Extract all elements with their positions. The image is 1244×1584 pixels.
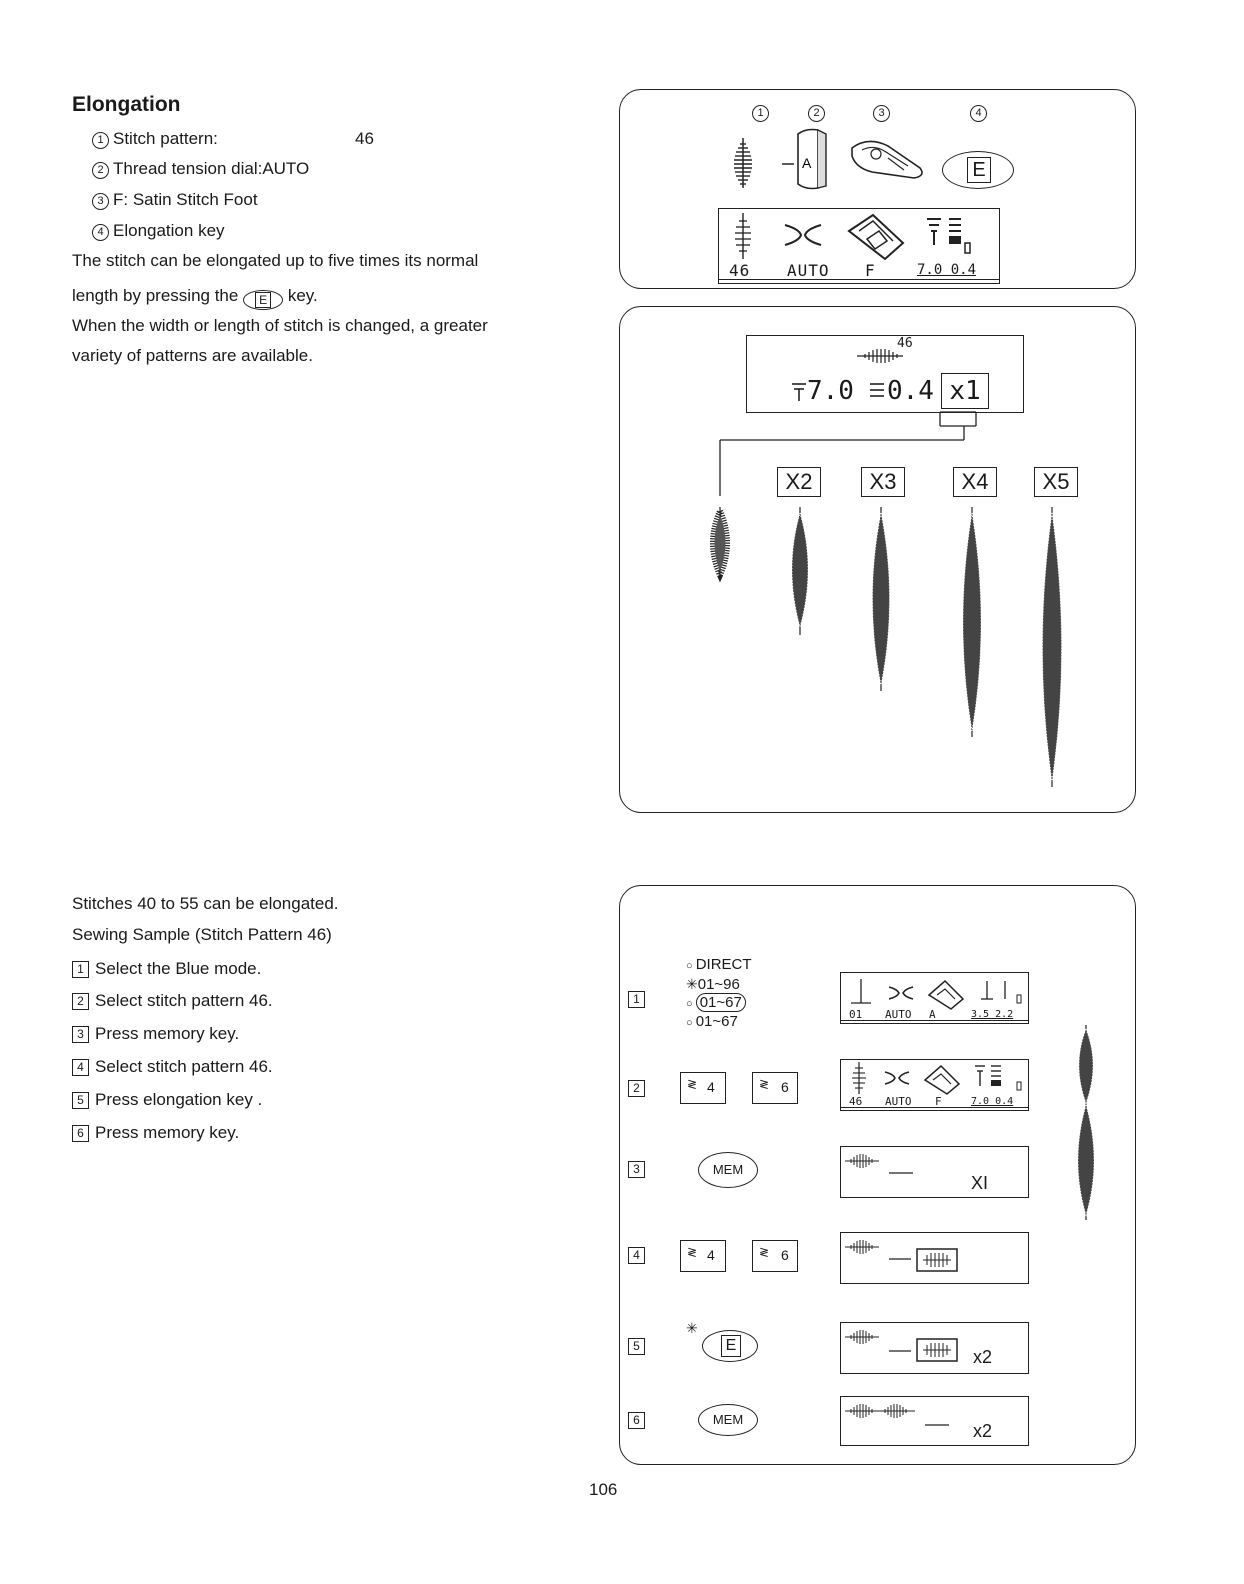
label-x3: X3	[861, 467, 905, 497]
paragraph-1b: length by pressing the E key.	[72, 285, 318, 310]
lcd-multiplier: x2	[973, 1347, 993, 1367]
lcd-foot-icon	[845, 213, 907, 261]
paragraph-2a: When the width or length of stitch is changed, a greater	[72, 316, 488, 335]
lcd-multiplier: x2	[973, 1421, 993, 1441]
label-x2: X2	[777, 467, 821, 497]
lcd-width-value: 7.0	[807, 376, 854, 406]
lcd-row-6	[840, 1396, 1029, 1446]
step-6: 6 Press memory key.	[72, 1122, 239, 1143]
section-title: Elongation	[72, 93, 181, 116]
lcd-stitch-small-icon	[845, 1151, 915, 1175]
stitch-sample-x1	[713, 507, 727, 579]
step-4: 4 Select stitch pattern 46.	[72, 1056, 273, 1077]
lcd-width-length-icon	[925, 215, 971, 255]
lcd-pattern-superscript: 46	[897, 336, 913, 351]
stitch-sample-x5	[1043, 507, 1062, 787]
lcd-row-2: 46 AUTO F 7.0 0.4	[840, 1059, 1029, 1111]
mode-selector	[686, 956, 752, 1032]
mode-01-67[interactable]: ○ 01~67	[686, 1013, 738, 1030]
page-number: 106	[589, 1480, 618, 1499]
zigzag-key-icon: ≷	[759, 1245, 770, 1259]
row-num-6: 6	[628, 1412, 651, 1430]
item-thread-tension: 2 Thread tension dial:AUTO	[92, 158, 309, 179]
item-stitch-pattern: 1 Stitch pattern:	[92, 128, 218, 149]
item-stitch-pattern-value: 46	[355, 129, 374, 148]
lcd-row-1: 01 AUTO A 3.5 2.2	[840, 972, 1029, 1024]
paragraph-2b: variety of patterns are available.	[72, 346, 313, 365]
lcd-multiplier: XI	[971, 1173, 989, 1193]
mode-direct[interactable]: ○ DIRECT	[686, 956, 752, 973]
item-foot: 3 F: Satin Stitch Foot	[92, 189, 258, 210]
label-x4: X4	[953, 467, 997, 497]
row-num-1: 1	[628, 991, 651, 1009]
elongation-key-button[interactable]: E	[702, 1330, 758, 1362]
row-num-3: 3	[628, 1161, 651, 1179]
step-3: 3 Press memory key.	[72, 1023, 239, 1044]
lcd-row-5	[840, 1322, 1029, 1374]
paragraph-1a: The stitch can be elongated up to five times its normal	[72, 251, 479, 270]
memory-key-button[interactable]: MEM	[698, 1404, 758, 1436]
lcd-tension-value: AUTO	[787, 261, 830, 280]
elongation-key-icon: E	[243, 290, 283, 310]
sample-heading-2: Sewing Sample (Stitch Pattern 46)	[72, 925, 332, 944]
row-num-5: 5	[628, 1338, 651, 1356]
step-2: 2 Select stitch pattern 46.	[72, 990, 273, 1011]
stitch-key-6[interactable]: ≷ 6	[752, 1072, 798, 1104]
step-1: 1 Select the Blue mode.	[72, 958, 261, 979]
marker-1: 1	[752, 104, 773, 122]
memory-key-button[interactable]: MEM	[698, 1152, 758, 1188]
row-num-4: 4	[628, 1247, 651, 1265]
lcd-row-4	[840, 1232, 1029, 1284]
lcd-settings: 7.0 0.4	[917, 262, 977, 278]
length-icon	[869, 382, 885, 402]
lcd-stitch-icon	[733, 213, 753, 259]
stitch-sample-x2	[792, 507, 808, 635]
lcd-length-value: 0.4	[887, 376, 934, 406]
lcd-foot-letter: F	[865, 261, 875, 280]
blinking-indicator-icon: ✳	[686, 1320, 698, 1336]
svg-text:A: A	[802, 155, 812, 171]
lcd-multiplier: x1	[941, 373, 989, 409]
marker-4: 4	[970, 104, 991, 122]
zigzag-key-icon: ≷	[759, 1077, 768, 1091]
item-elongation-key: 4 Elongation key	[92, 220, 225, 241]
lcd-tension-icon	[783, 221, 823, 249]
mode-01-96[interactable]: ✳01~96	[686, 976, 740, 993]
elongated-stitch-samples	[700, 505, 1100, 790]
stitch-key-6[interactable]: ≷ 6	[752, 1240, 798, 1272]
zigzag-key-icon: ≷	[687, 1077, 696, 1091]
satin-stitch-foot-icon	[848, 134, 926, 186]
lcd-elongation-display	[746, 335, 1024, 413]
blinking-indicator-icon: ✳	[686, 976, 698, 992]
tension-dial-icon	[782, 128, 832, 192]
stitch-key-4[interactable]: ≷ 4	[680, 1072, 726, 1104]
width-icon	[791, 382, 807, 402]
row-num-2: 2	[628, 1080, 651, 1098]
zigzag-key-icon: ≷	[687, 1245, 698, 1259]
step-5: 5 Press elongation key .	[72, 1089, 262, 1110]
sample-heading-1: Stitches 40 to 55 can be elongated.	[72, 894, 339, 913]
marker-2: 2	[808, 104, 829, 122]
label-x5: X5	[1034, 467, 1078, 497]
stitch-sample-x3	[873, 507, 890, 691]
sewn-sample-result	[1066, 1025, 1106, 1220]
stitch-pattern-icon	[732, 138, 754, 188]
lcd-display-overview	[718, 208, 1000, 284]
stitch-sample-x4	[963, 507, 981, 737]
elongation-key-button[interactable]: E	[942, 151, 1014, 189]
marker-3: 3	[873, 104, 894, 122]
lcd-row-3	[840, 1146, 1029, 1198]
lcd-pattern-number: 46	[729, 261, 751, 280]
stitch-key-4[interactable]: ≷ 4	[680, 1240, 726, 1272]
mode-blue-01-67[interactable]: ○ 01~67	[686, 994, 752, 1013]
